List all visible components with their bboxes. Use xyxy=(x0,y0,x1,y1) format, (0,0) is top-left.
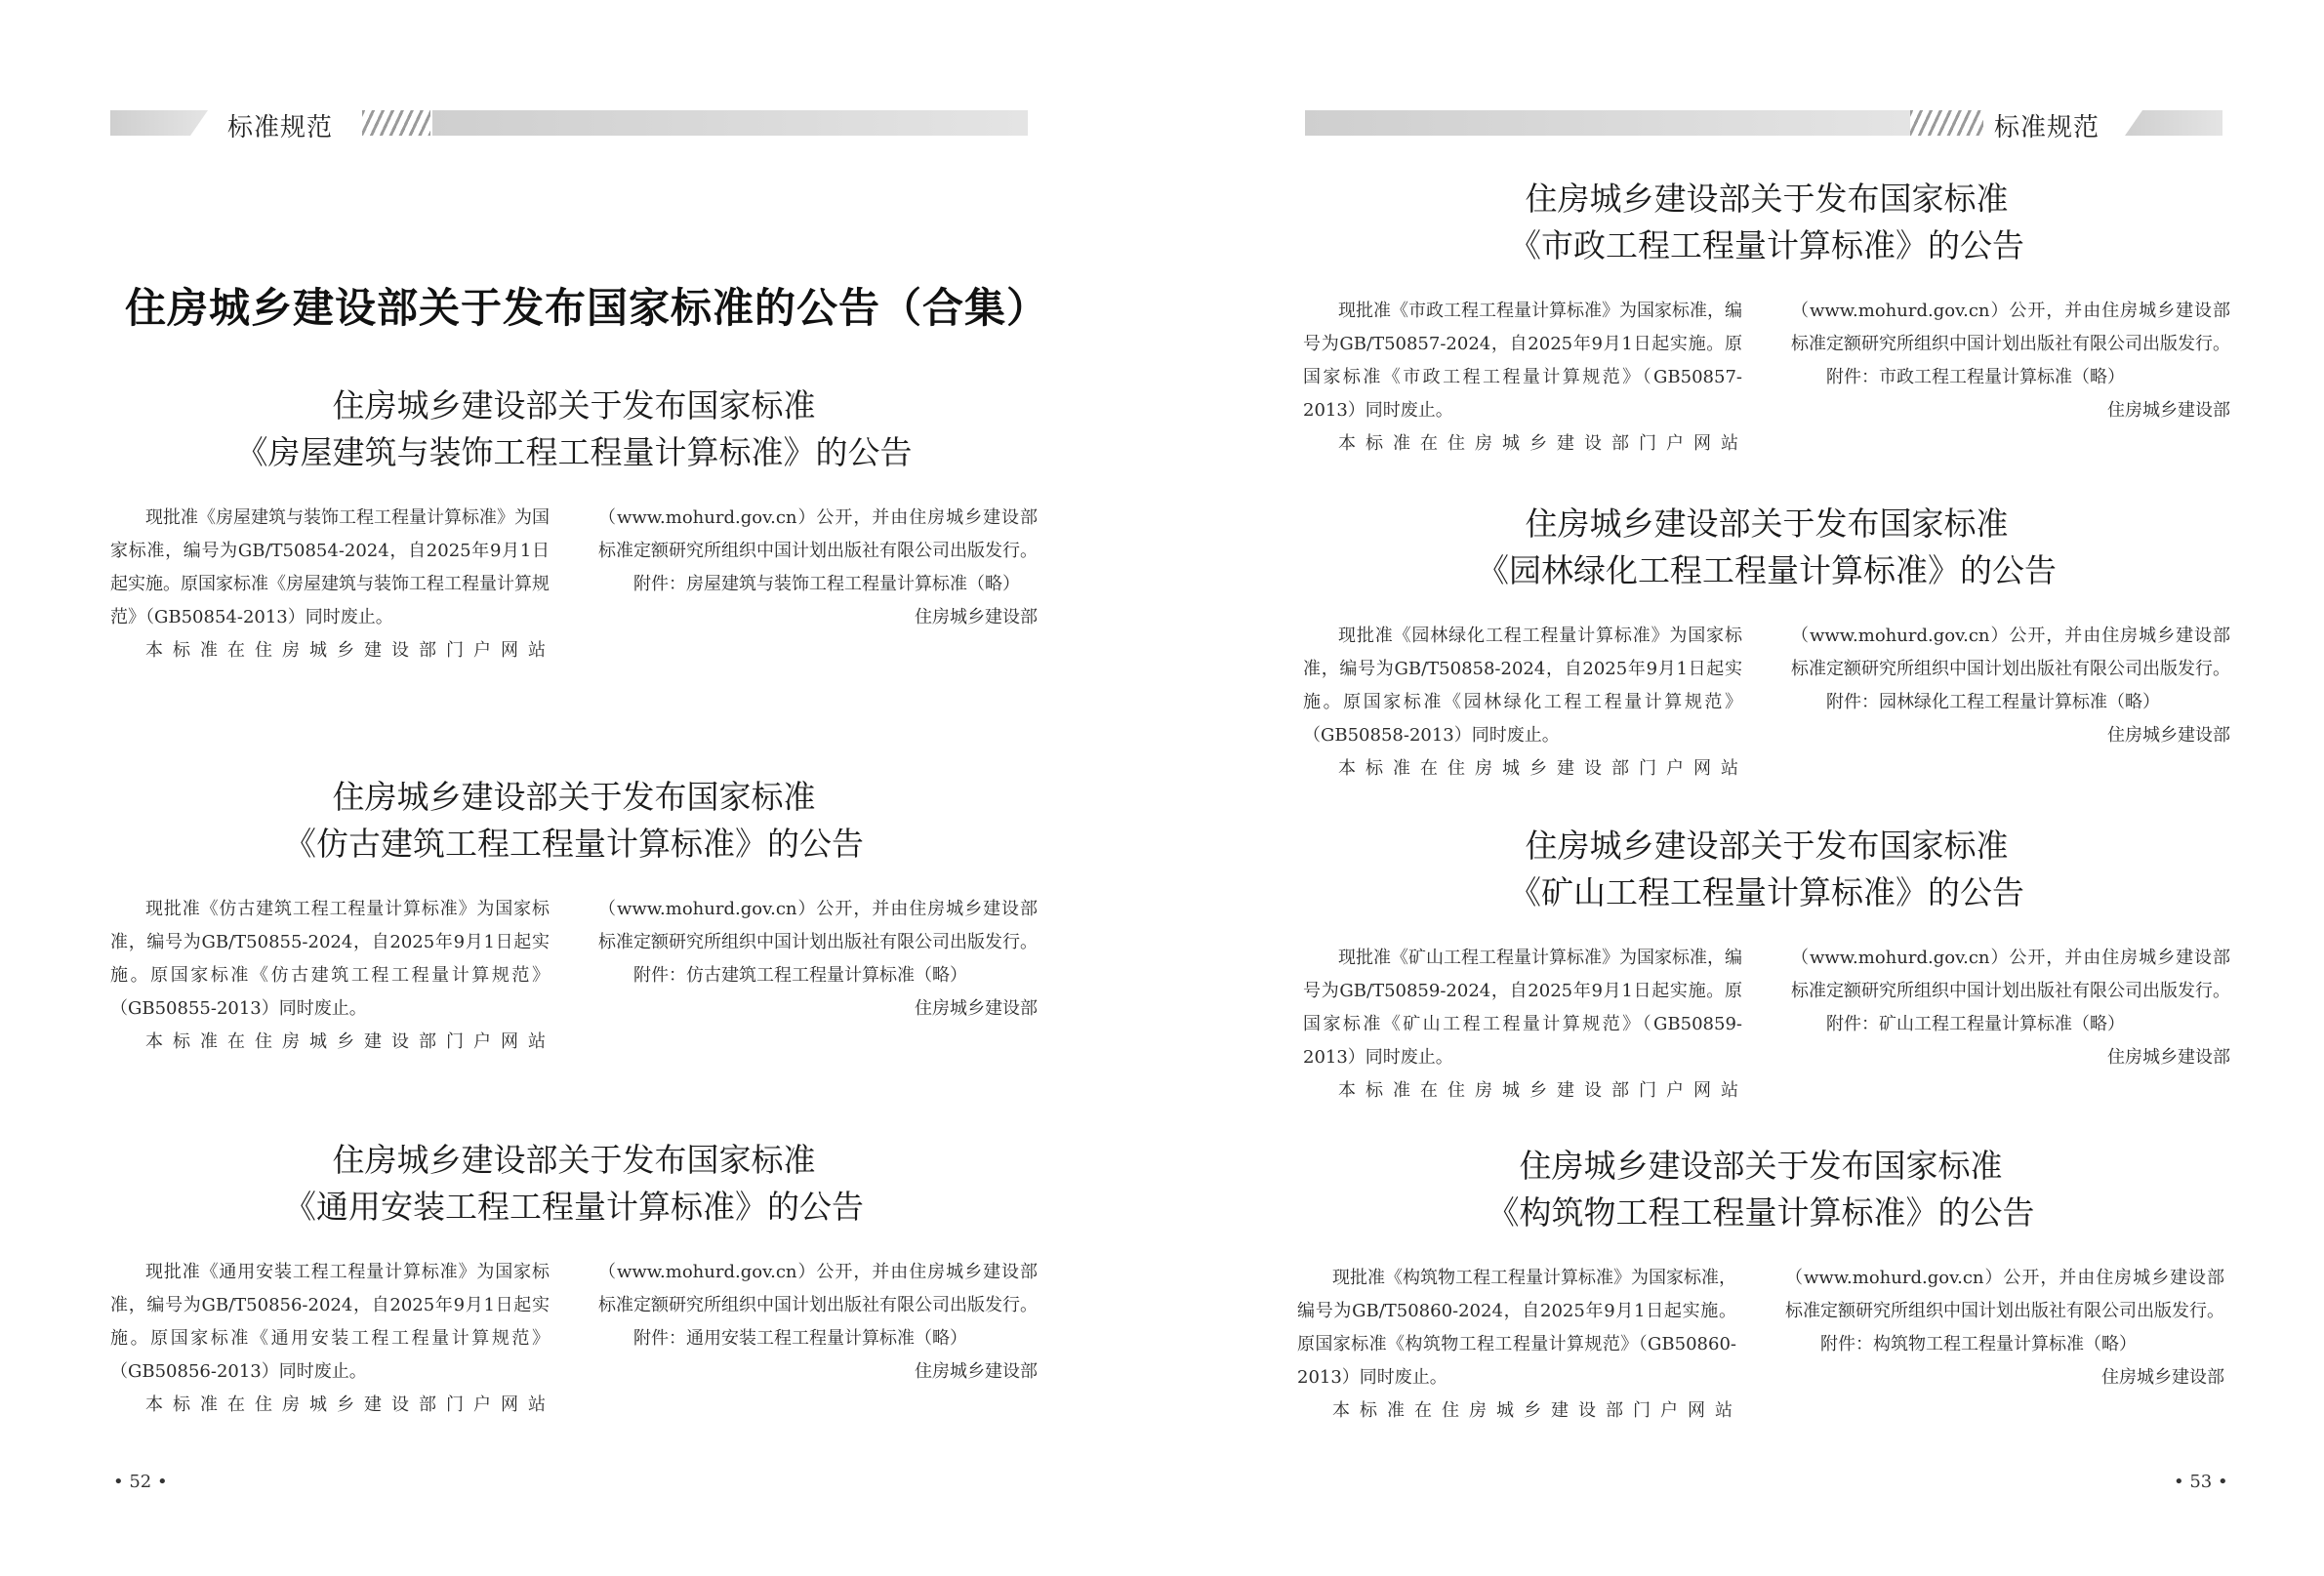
header-stripes xyxy=(1910,110,1983,136)
notice-body: （www.mohurd.gov.cn）公开，并由住房城乡建设部标准定额研究所组织中国计划出版社有限公司出版发行。 xyxy=(1791,301,2230,354)
notice-column-2 xyxy=(1785,1262,2224,1394)
notice-body: （www.mohurd.gov.cn）公开，并由住房城乡建设部标准定额研究所组织中国计划出版社有限公司出版发行。 xyxy=(1791,948,2230,1001)
notice-title-line1: 住房城乡建设部关于发布国家标准 xyxy=(1525,827,2009,865)
notice-body: 现批准《市政工程工程量计算标准》为国家标准，编号为GB/T50857-2024，自2025年9月1日起实施。原国家标准《市政工程工程量计算规范》（GB50857-2013）同时废止。 xyxy=(1303,301,1742,421)
notice-title-line2: 《构筑物工程工程量计算标准》的公告 xyxy=(1487,1193,2035,1232)
notice-column-2 xyxy=(598,502,1038,634)
notice-column-2 xyxy=(1791,620,2230,752)
notice xyxy=(1303,501,2230,815)
notice-body-continued: 本标准在住房城乡建设部门户网站 xyxy=(1338,433,1748,454)
notice xyxy=(1303,823,2230,1137)
notice-column-1 xyxy=(110,893,555,1059)
notice-column-1 xyxy=(1303,620,1748,786)
notice-column-1 xyxy=(1303,295,1748,461)
notice-signer: 住房城乡建设部 xyxy=(915,607,1038,627)
notice-attachment: 附件：通用安装工程工程量计算标准（略） xyxy=(633,1328,967,1349)
notice-attachment: 附件：园林绿化工程工程量计算标准（略） xyxy=(1826,692,2160,712)
notice-body: （www.mohurd.gov.cn）公开，并由住房城乡建设部标准定额研究所组织中国计划出版社有限公司出版发行。 xyxy=(598,507,1038,561)
notice xyxy=(110,774,1038,1088)
notice-title-line1: 住房城乡建设部关于发布国家标准 xyxy=(332,778,816,816)
section-header-label: 标准规范 xyxy=(227,113,334,142)
notice-attachment: 附件：市政工程工程量计算标准（略） xyxy=(1826,367,2125,387)
notice xyxy=(110,1137,1038,1451)
notice-title-line2: 《市政工程工程量计算标准》的公告 xyxy=(1509,226,2024,264)
notice-body: （www.mohurd.gov.cn）公开，并由住房城乡建设部标准定额研究所组织中国计划出版社有限公司出版发行。 xyxy=(598,1262,1038,1315)
notice-body: 现批准《矿山工程工程量计算标准》为国家标准，编号为GB/T50859-2024，自2025年9月1日起实施。原国家标准《矿山工程工程量计算规范》（GB50859-2013）同时废止。 xyxy=(1303,948,1742,1068)
notice-column-2 xyxy=(1791,295,2230,427)
notice-body-continued: 本标准在住房城乡建设部门户网站 xyxy=(1338,758,1748,779)
notice xyxy=(1303,176,2230,490)
notice-title-line2: 《通用安装工程工程量计算标准》的公告 xyxy=(284,1188,864,1226)
notice xyxy=(1297,1143,2224,1457)
notice-title-line1: 住房城乡建设部关于发布国家标准 xyxy=(1525,180,2009,218)
notice-title-line2: 《园林绿化工程工程量计算标准》的公告 xyxy=(1477,551,2057,589)
notice-title-line2: 《矿山工程工程量计算标准》的公告 xyxy=(1509,873,2024,911)
section-header-band xyxy=(1305,110,2222,142)
notice-signer: 住房城乡建设部 xyxy=(2101,1367,2224,1388)
notice-column-2 xyxy=(1791,942,2230,1074)
notice-body-continued: 本标准在住房城乡建设部门户网站 xyxy=(145,640,555,661)
notice-attachment: 附件：房屋建筑与装饰工程工程量计算标准（略） xyxy=(633,574,1020,594)
notice-title-line1: 住房城乡建设部关于发布国家标准 xyxy=(332,386,816,424)
notice-signer: 住房城乡建设部 xyxy=(2107,725,2230,746)
section-header-band xyxy=(110,110,1028,142)
notice xyxy=(110,383,1038,697)
notice-attachment: 附件：仿古建筑工程工程量计算标准（略） xyxy=(633,965,967,986)
section-header-label: 标准规范 xyxy=(1994,113,2100,142)
notice-column-2 xyxy=(598,893,1038,1026)
notice-attachment: 附件：矿山工程工程量计算标准（略） xyxy=(1826,1014,2125,1034)
notice-body: （www.mohurd.gov.cn）公开，并由住房城乡建设部标准定额研究所组织中国计划出版社有限公司出版发行。 xyxy=(1785,1268,2224,1321)
page-number: • 53 • xyxy=(2174,1472,2228,1492)
notice-signer: 住房城乡建设部 xyxy=(915,1361,1038,1382)
notice-body: 现批准《通用安装工程工程量计算标准》为国家标准，编号为GB/T50856-2024，自2025年9月1日起实施。原国家标准《通用安装工程工程量计算规范》（GB50856-2013）同时废止。 xyxy=(110,1262,550,1382)
notice-column-2 xyxy=(598,1256,1038,1389)
notice-body: 现批准《园林绿化工程工程量计算标准》为国家标准，编号为GB/T50858-2024，自2025年9月1日起实施。原国家标准《园林绿化工程工程量计算规范》（GB50858-2013）同时废止。 xyxy=(1303,626,1742,746)
notice-column-1 xyxy=(1303,942,1748,1108)
notice-body: 现批准《仿古建筑工程工程量计算标准》为国家标准，编号为GB/T50855-2024，自2025年9月1日起实施。原国家标准《仿古建筑工程工程量计算规范》（GB50855-2013）同时废止。 xyxy=(110,899,550,1019)
page-number: • 52 • xyxy=(113,1472,168,1492)
header-stripes xyxy=(362,110,430,136)
notice-column-1 xyxy=(110,502,555,667)
notice-title-line1: 住房城乡建设部关于发布国家标准 xyxy=(1525,505,2009,543)
notice-body: 现批准《房屋建筑与装饰工程工程量计算标准》为国家标准，编号为GB/T50854-2024，自2025年9月1日起实施。原国家标准《房屋建筑与装饰工程工程量计算规范》（GB50854-2013）同时废止。 xyxy=(110,507,550,627)
notice-body-continued: 本标准在住房城乡建设部门户网站 xyxy=(1332,1400,1742,1421)
notice-column-1 xyxy=(1297,1262,1742,1428)
notice-title-line2: 《房屋建筑与装饰工程工程量计算标准》的公告 xyxy=(235,433,913,471)
notice-column-1 xyxy=(110,1256,555,1422)
notice-body-continued: 本标准在住房城乡建设部门户网站 xyxy=(145,1394,555,1415)
notice-title-line2: 《仿古建筑工程工程量计算标准》的公告 xyxy=(284,825,864,863)
right-page xyxy=(1162,0,2324,1576)
notice-title-line1: 住房城乡建设部关于发布国家标准 xyxy=(1519,1147,2003,1185)
main-title: 住房城乡建设部关于发布国家标准的公告（合集） xyxy=(125,284,1049,332)
notice-body-continued: 本标准在住房城乡建设部门户网站 xyxy=(145,1031,555,1052)
notice-signer: 住房城乡建设部 xyxy=(915,998,1038,1019)
notice-signer: 住房城乡建设部 xyxy=(2107,400,2230,421)
notice-body: 现批准《构筑物工程工程量计算标准》为国家标准，编号为GB/T50860-2024，自2025年9月1日起实施。原国家标准《构筑物工程工程量计算规范》（GB50860-2013）同时废止。 xyxy=(1297,1268,1736,1388)
notice-attachment: 附件：构筑物工程工程量计算标准（略） xyxy=(1820,1334,2137,1354)
notice-body-continued: 本标准在住房城乡建设部门户网站 xyxy=(1338,1080,1748,1101)
notice-title-line1: 住房城乡建设部关于发布国家标准 xyxy=(332,1141,816,1179)
notice-signer: 住房城乡建设部 xyxy=(2107,1047,2230,1068)
notice-body: （www.mohurd.gov.cn）公开，并由住房城乡建设部标准定额研究所组织中国计划出版社有限公司出版发行。 xyxy=(1791,626,2230,679)
notice-body: （www.mohurd.gov.cn）公开，并由住房城乡建设部标准定额研究所组织中国计划出版社有限公司出版发行。 xyxy=(598,899,1038,952)
